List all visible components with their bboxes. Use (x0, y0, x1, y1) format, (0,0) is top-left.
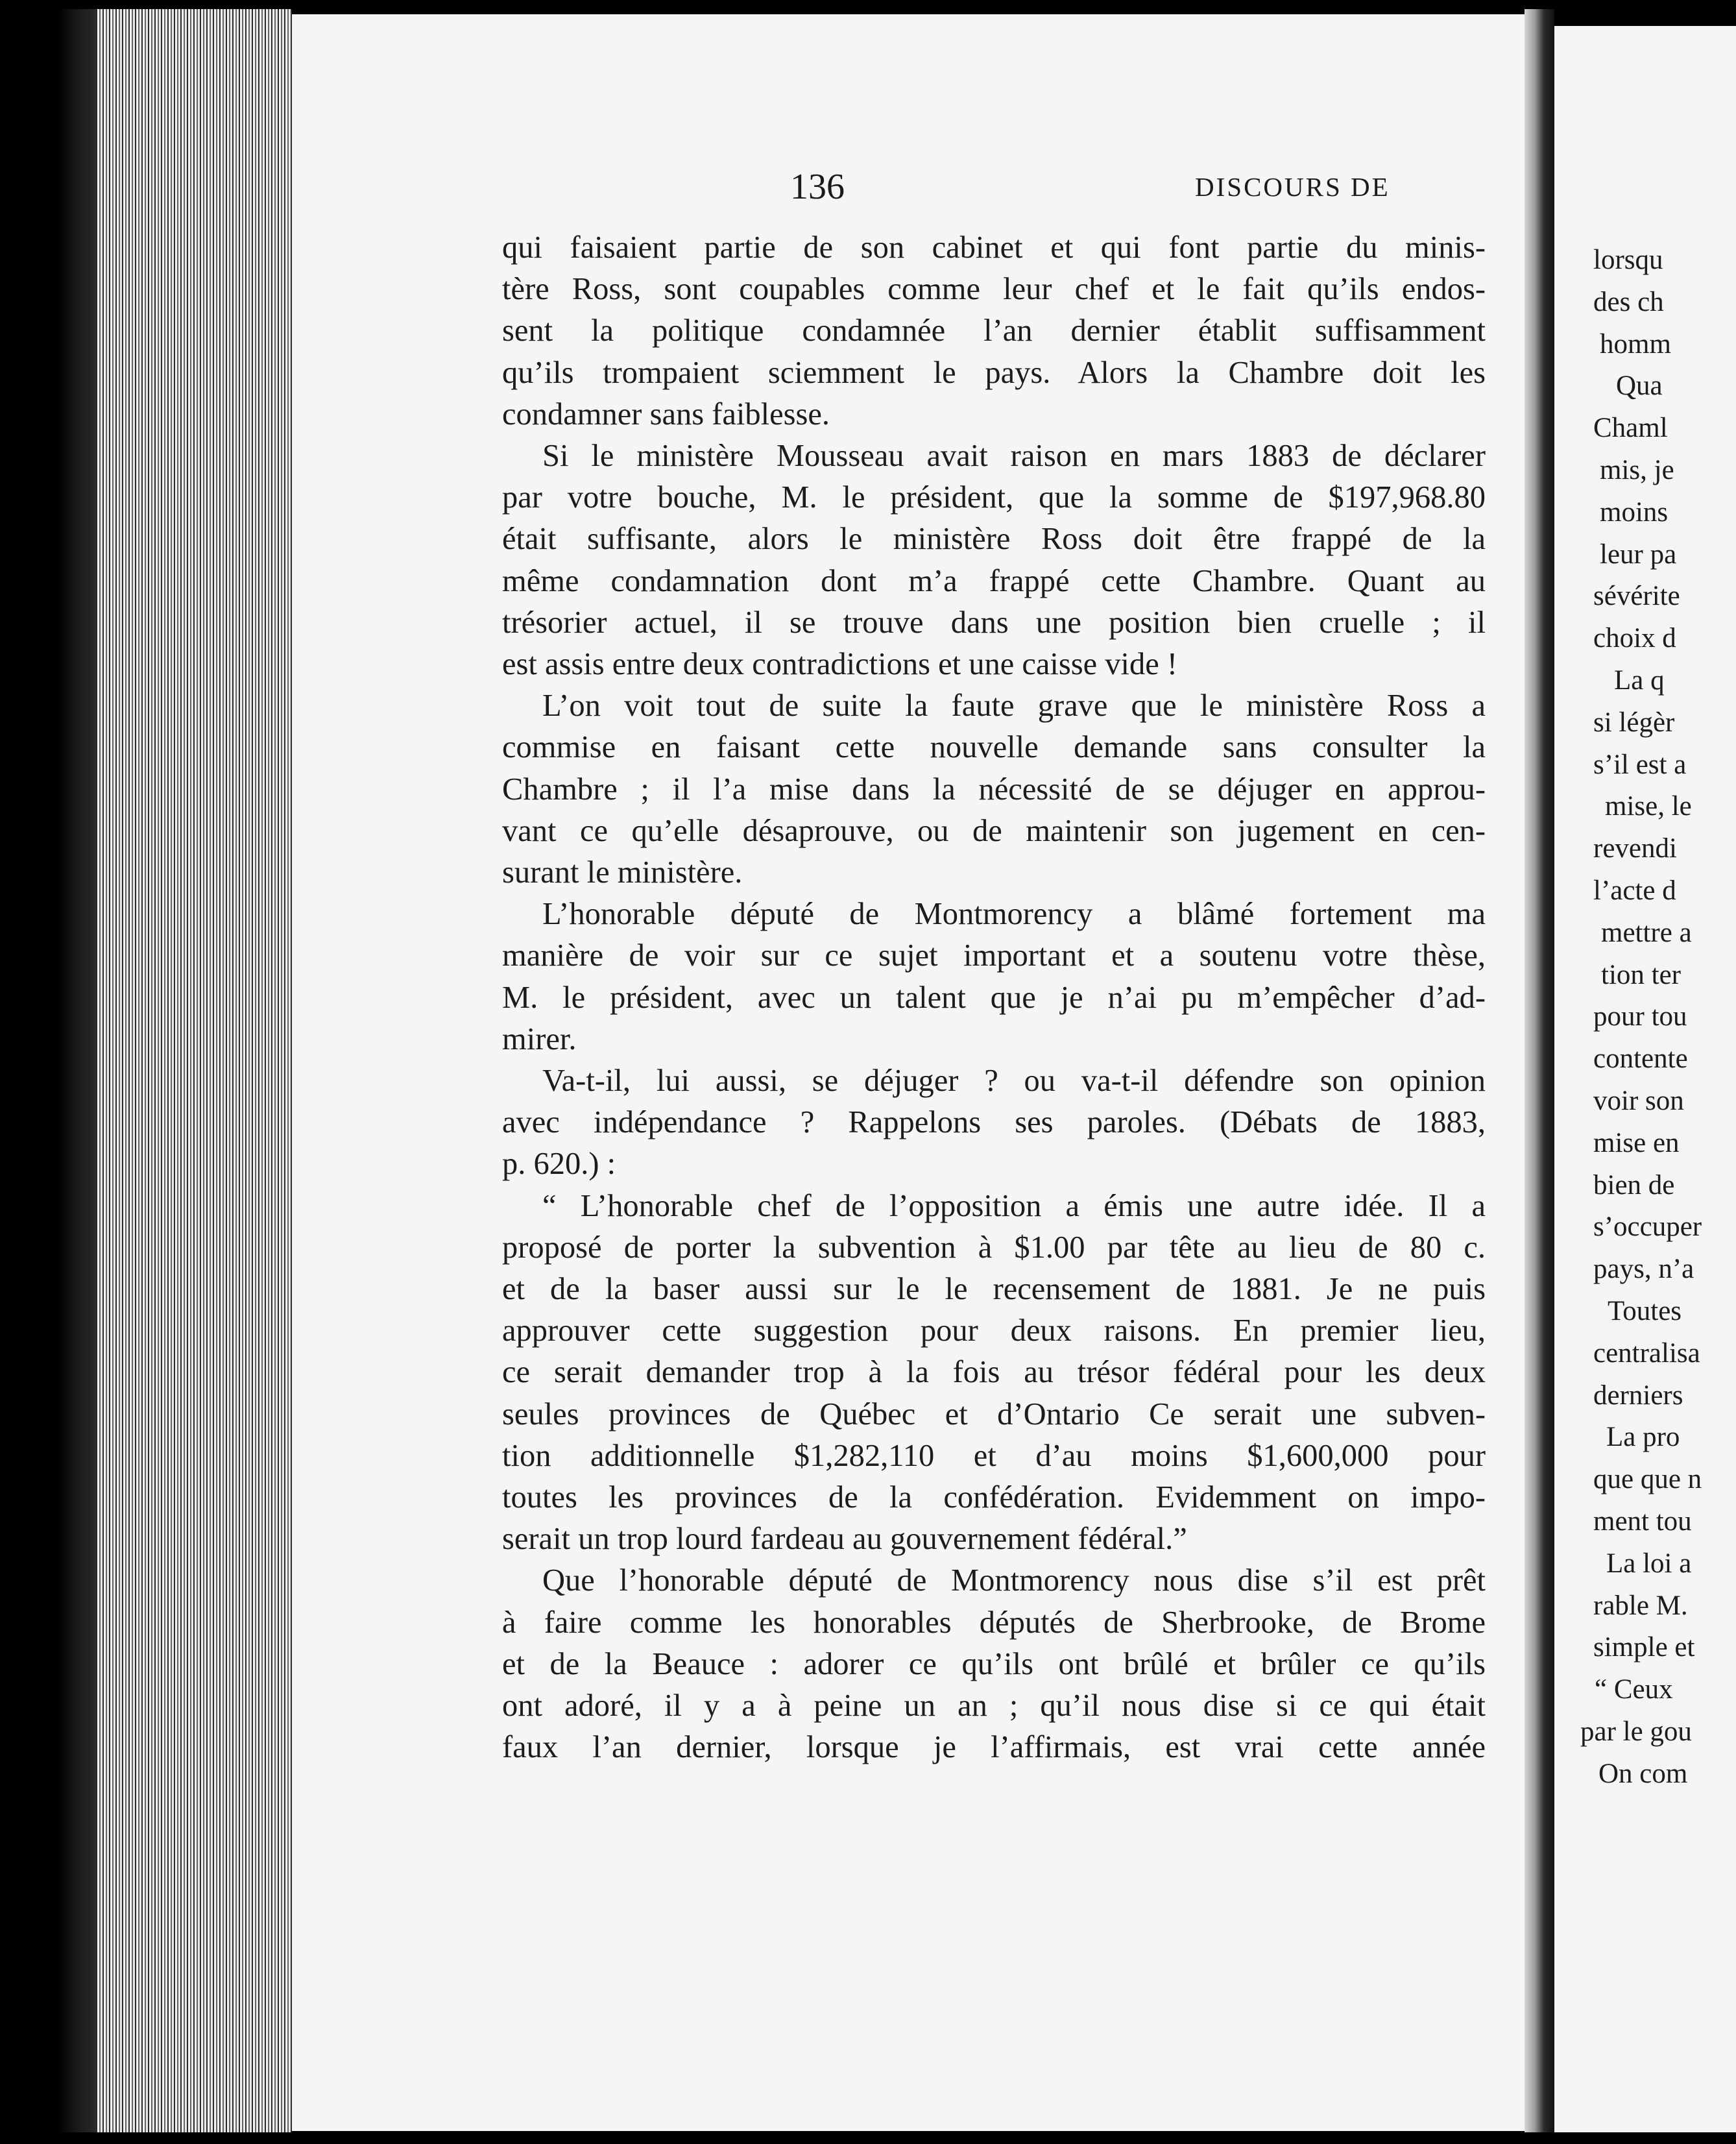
next-page-line: pour tou (1593, 1001, 1687, 1032)
next-page-line: moins (1600, 497, 1669, 528)
text-line: avec indépendance ? Rappelons ses paroles. (Débats de 1883, (502, 1105, 1486, 1139)
text-line: Va-t-il, lui aussi, se déjuger ? ou va-t-il défendre son opinion (542, 1064, 1486, 1098)
text-line: Chambre ; il l’a mise dans la nécessité de se déjuger en approu- (502, 772, 1486, 807)
text-line: tère Ross, sont coupables comme leur chef et le fait qu’ils endos- (502, 272, 1486, 306)
next-page-line: lorsqu (1593, 245, 1663, 275)
next-page-line: mise en (1593, 1128, 1680, 1158)
text-line: ce serait demander trop à la fois au trésor fédéral pour les deux (502, 1355, 1486, 1389)
text-line: et de la baser aussi sur le le recensement de 1881. Je ne puis (502, 1272, 1486, 1306)
next-page-line: ment tou (1593, 1506, 1692, 1537)
text-line: tion additionnelle $1,282,110 et d’au moins $1,600,000 pour (502, 1439, 1486, 1473)
text-line: L’on voit tout de suite la faute grave que le ministère Ross a (542, 688, 1486, 723)
text-line: L’honorable député de Montmorency a blâmé fortement ma (542, 897, 1486, 931)
next-page-line: des ch (1593, 287, 1664, 317)
next-page-line: rable M. (1593, 1590, 1688, 1621)
next-page-line: revendi (1593, 833, 1677, 864)
next-page-line: tion ter (1601, 960, 1681, 990)
text-line: qui faisaient partie de son cabinet et qui font partie du minis- (502, 230, 1486, 265)
page-edges (97, 9, 292, 2132)
next-page-line: La pro (1606, 1422, 1680, 1452)
next-page-line: mise, le (1605, 791, 1692, 822)
text-line: sent la politique condamnée l’an dernier établit suffisamment (502, 313, 1486, 348)
next-page-line: s’occuper (1593, 1212, 1702, 1242)
next-page-line: Toutes (1608, 1296, 1682, 1326)
next-page-line: si légèr (1593, 707, 1675, 738)
next-page-line: mis, je (1600, 455, 1674, 485)
text-line: manière de voir sur ce sujet important et a soutenu votre thèse, (502, 938, 1486, 973)
text-line: vant ce qu’elle désaprouve, ou de maintenir son jugement en cen- (502, 814, 1486, 848)
scan-border-top (0, 0, 1736, 9)
next-page-line: Chaml (1593, 413, 1668, 443)
text-line: faux l’an dernier, lorsque je l’affirmais, est vrai cette année (502, 1730, 1486, 1764)
text-line: surant le ministère. (502, 855, 743, 890)
next-page-line: derniers (1593, 1380, 1683, 1411)
text-line: mirer. (502, 1022, 577, 1056)
next-page-line: La loi a (1606, 1548, 1692, 1579)
text-line: Si le ministère Mousseau avait raison en mars 1883 de déclarer (542, 439, 1486, 473)
text-line: qu’ils trompaient sciemment le pays. Alors la Chambre doit les (502, 356, 1486, 390)
text-line: M. le président, avec un talent que je n’ai pu m’empêcher d’ad- (502, 981, 1486, 1015)
running-head: DISCOURS DE (1195, 172, 1390, 202)
next-page-line: centralisa (1593, 1338, 1700, 1369)
text-line: et de la Beauce : adorer ce qu’ils ont brûlé et brûler ce qu’ils (502, 1647, 1486, 1681)
next-page-line: leur pa (1600, 539, 1677, 570)
next-page-line: simple et (1593, 1632, 1695, 1663)
text-line: seules provinces de Québec et d’Ontario Ce serait une subven- (502, 1397, 1486, 1431)
text-line: “ L’honorable chef de l’opposition a émis une autre idée. Il a (542, 1189, 1486, 1223)
text-line: trésorier actuel, il se trouve dans une position bien cruelle ; il (502, 605, 1486, 640)
next-page-line: “ Ceux (1595, 1674, 1673, 1705)
next-page-line: l’acte d (1593, 875, 1676, 906)
text-line: p. 620.) : (502, 1147, 616, 1181)
text-line: est assis entre deux contradictions et une caisse vide ! (502, 647, 1178, 681)
text-line: serait un trop lourd fardeau au gouvernement fédéral.” (502, 1522, 1187, 1556)
text-line: était suffisante, alors le ministère Ross doit être frappé de la (502, 522, 1486, 556)
text-line: ont adoré, il y a à peine un an ; qu’il nous dise si ce qui était (502, 1688, 1486, 1723)
next-page-line: bien de (1593, 1170, 1675, 1200)
next-page-line: sévérite (1593, 581, 1680, 611)
page-header (292, 166, 1525, 205)
next-page-line: La q (1614, 665, 1665, 696)
next-page-line: choix d (1593, 623, 1676, 653)
next-page-line: pays, n’a (1593, 1254, 1694, 1284)
text-line: par votre bouche, M. le président, que la somme de $197,968.80 (502, 480, 1486, 515)
next-page-line: s’il est a (1593, 749, 1687, 780)
text-line: commise en faisant cette nouvelle demande sans consulter la (502, 730, 1486, 764)
text-line: toutes les provinces de la confédération. Evidemment on impo- (502, 1480, 1486, 1515)
text-line: condamner sans faiblesse. (502, 397, 830, 432)
right-page-fragment (1554, 26, 1736, 2132)
next-page-line: mettre a (1601, 918, 1692, 948)
text-line: Que l’honorable député de Montmorency nous dise s’il est prêt (542, 1563, 1486, 1598)
text-line: à faire comme les honorables députés de Sherbrooke, de Brome (502, 1605, 1486, 1640)
scan-border-bottom (0, 2132, 1736, 2144)
next-page-line: On com (1598, 1759, 1688, 1789)
next-page-line: homm (1600, 329, 1671, 359)
next-page-line: Qua (1616, 371, 1663, 401)
next-page-line: que que n (1593, 1464, 1702, 1494)
text-line: même condamnation dont m’a frappé cette Chambre. Quant au (502, 564, 1486, 598)
next-page-line: contente (1593, 1043, 1688, 1074)
next-page-line: par le gou (1580, 1716, 1692, 1747)
text-line: approuver cette suggestion pour deux raisons. En premier lieu, (502, 1313, 1486, 1348)
text-line: proposé de porter la subvention à $1.00 par tête au lieu de 80 c. (502, 1230, 1486, 1265)
next-page-line: voir son (1593, 1086, 1684, 1116)
page-number: 136 (790, 167, 845, 207)
book-gutter (1525, 9, 1554, 2132)
book-spine-shadow (0, 9, 97, 2132)
